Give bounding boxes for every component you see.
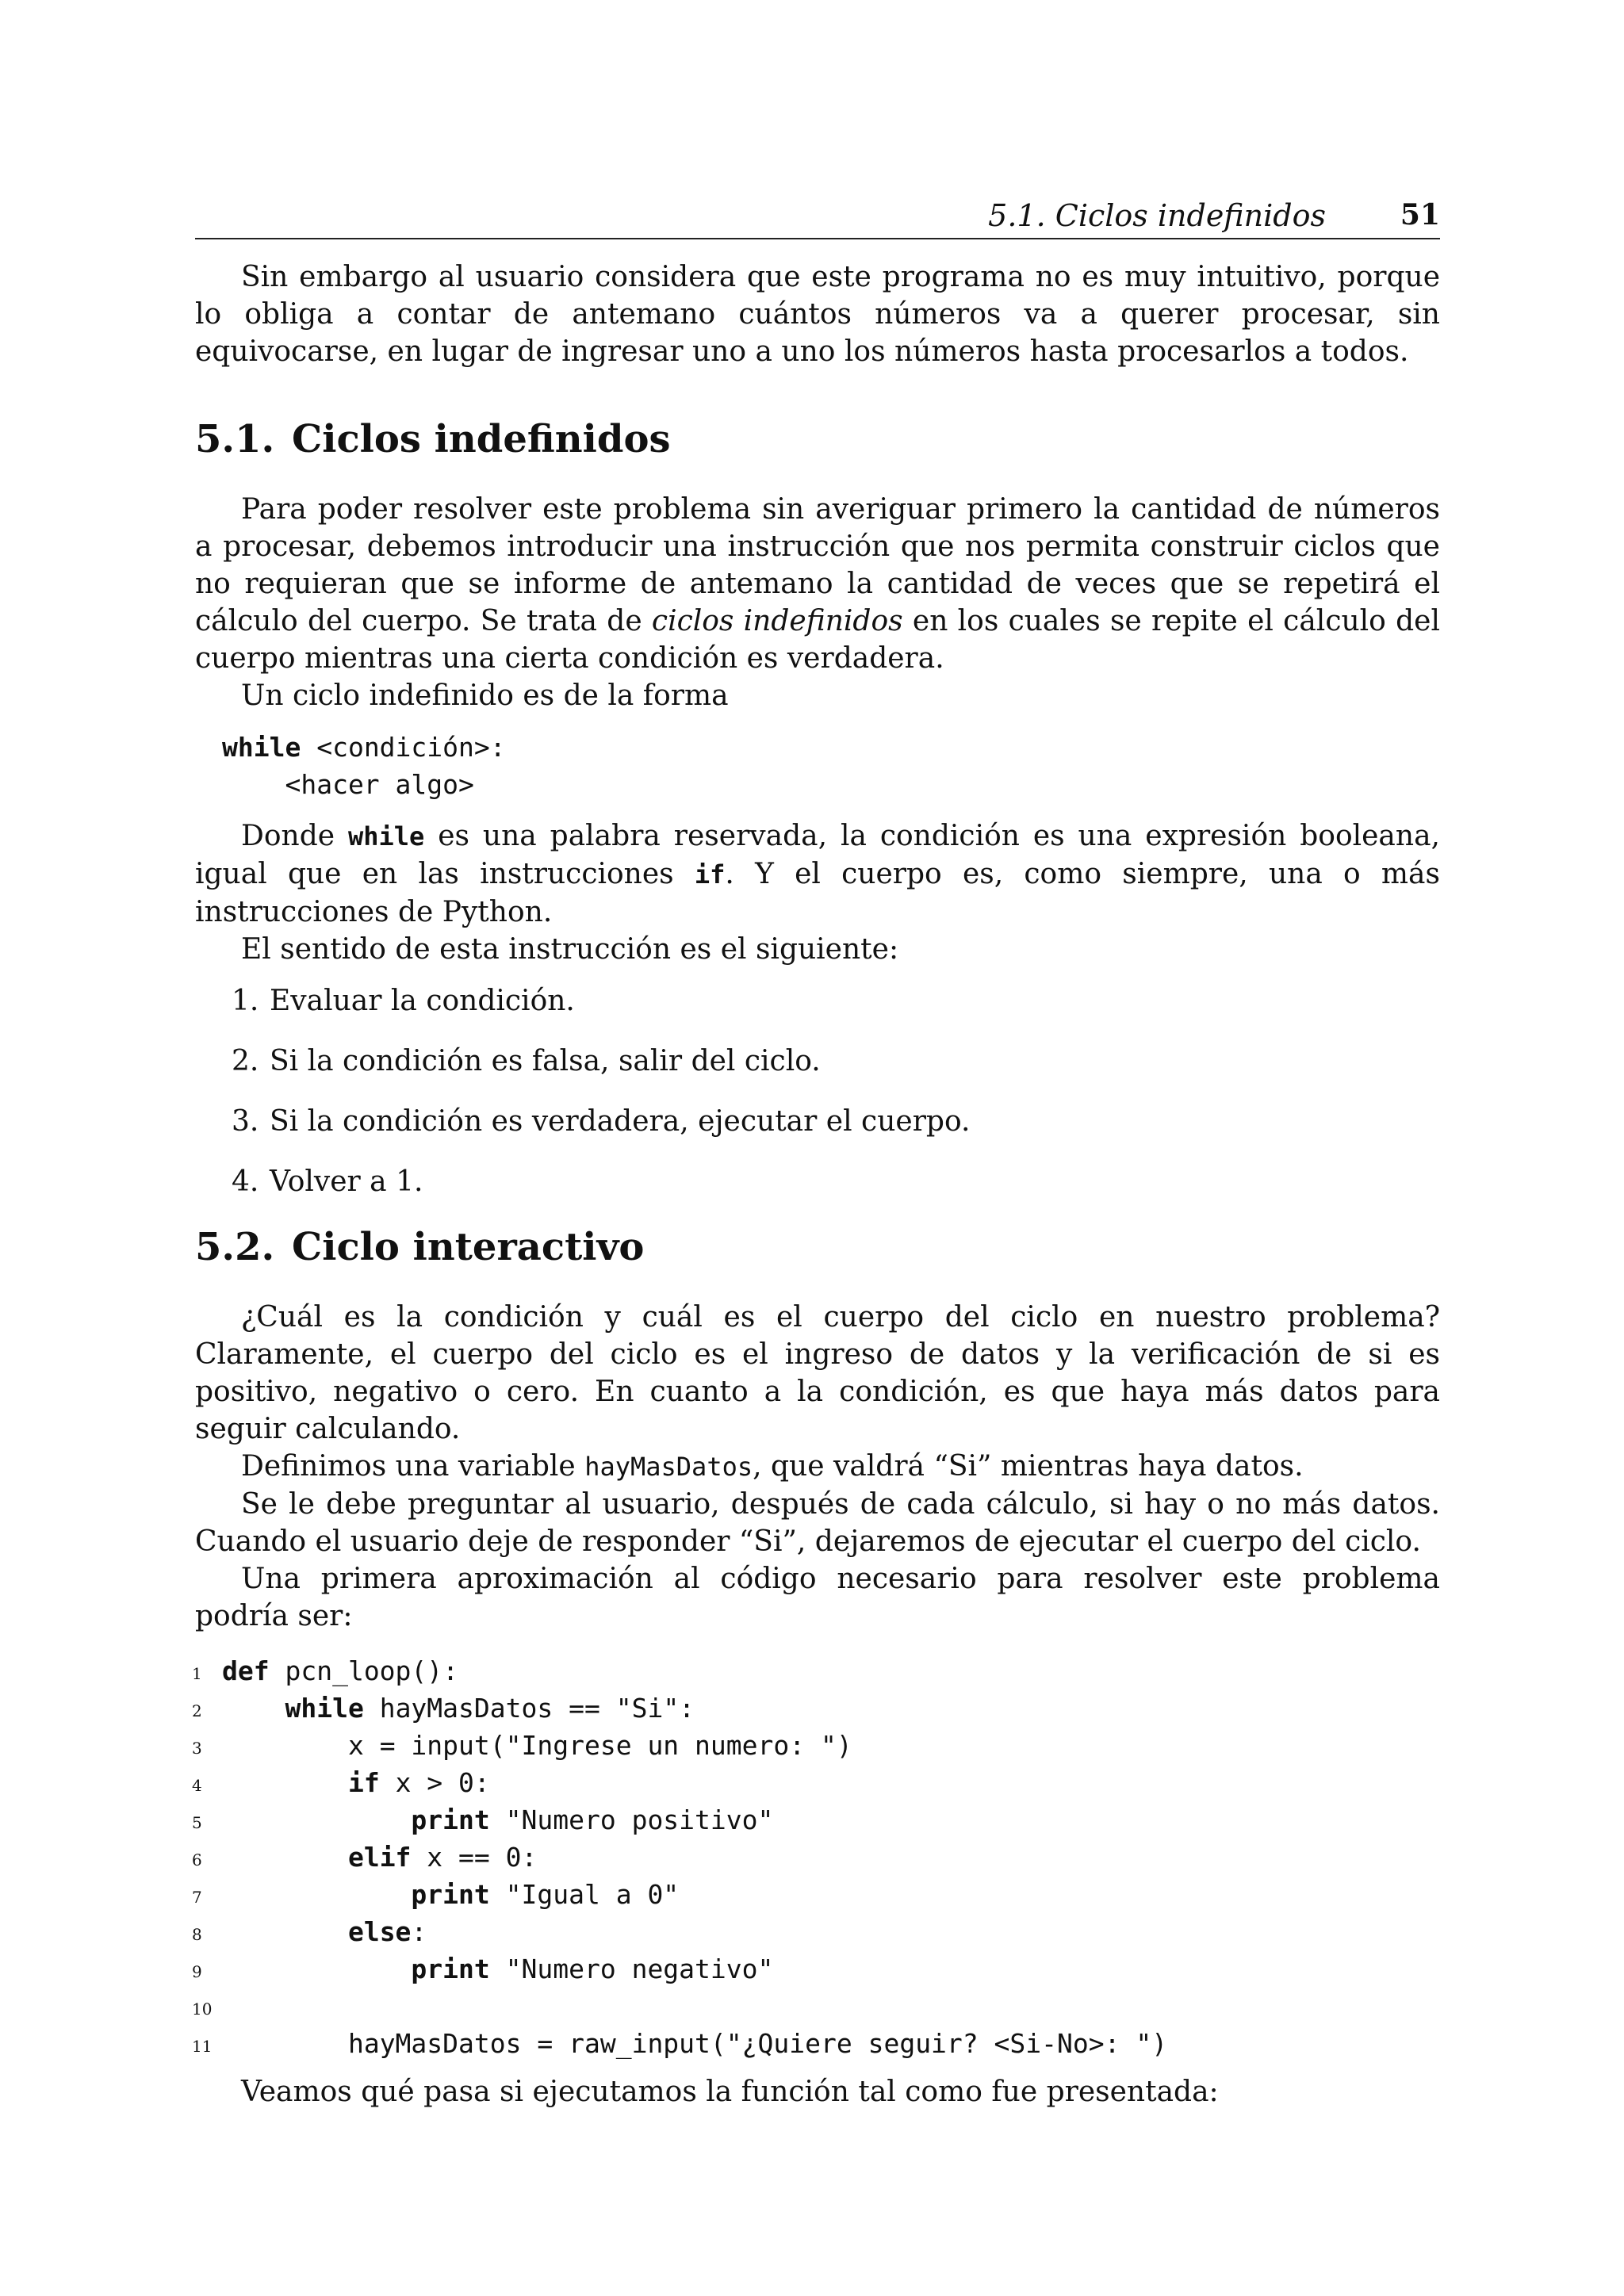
code-listing-line bbox=[192, 1801, 1440, 1839]
section-heading-5-2 bbox=[195, 1224, 1440, 1270]
code-source bbox=[222, 2025, 1167, 2062]
code-indent bbox=[222, 2028, 348, 2059]
code-indent bbox=[222, 1879, 411, 1910]
list-marker: 2. bbox=[232, 1045, 259, 1077]
code-text: <condición>: bbox=[301, 732, 506, 763]
list-text: Evaluar la condición. bbox=[270, 985, 575, 1017]
header-section-title: 5.1. Ciclos indefinidos bbox=[988, 198, 1326, 233]
code-keyword: else bbox=[347, 1916, 412, 1947]
code-keyword: if bbox=[347, 1767, 380, 1798]
section-number: 5.2. bbox=[195, 1225, 275, 1269]
code-listing-line bbox=[192, 1689, 1440, 1727]
code-line: <hacer algo> bbox=[222, 769, 474, 800]
paragraph: El sentido de esta instrucción es el siguiente: bbox=[241, 933, 899, 966]
code-source bbox=[222, 1652, 458, 1689]
code-source bbox=[222, 1876, 679, 1913]
line-number: 2 bbox=[192, 1701, 202, 1720]
list-item bbox=[195, 1043, 1440, 1080]
code-text: "Numero positivo" bbox=[489, 1804, 774, 1835]
line-number: 5 bbox=[192, 1813, 202, 1832]
code-text: "Igual a 0" bbox=[489, 1879, 680, 1910]
list-item bbox=[195, 1103, 1440, 1140]
code-indent bbox=[222, 1954, 411, 1984]
code-source bbox=[222, 1950, 773, 1988]
code-keyword: print bbox=[411, 1954, 490, 1984]
list-text: Si la condición es falsa, salir del ciclo. bbox=[270, 1045, 821, 1077]
line-number: 6 bbox=[192, 1850, 202, 1869]
code-keyword: while bbox=[285, 1693, 364, 1724]
code-source bbox=[222, 1801, 773, 1839]
code-source bbox=[222, 1839, 537, 1876]
list-text: Si la condición es verdadera, ejecutar el cuerpo. bbox=[270, 1105, 971, 1138]
text-run: , que valdrá “Si” mientras haya datos. bbox=[753, 1450, 1304, 1483]
code-text: x = input("Ingrese un numero: ") bbox=[347, 1730, 852, 1761]
paragraph: Una primera aproximación al código necesario para resolver este problema podría ser: bbox=[195, 1563, 1440, 1632]
inline-code: if bbox=[694, 859, 726, 890]
code-line bbox=[222, 729, 1440, 766]
list-item bbox=[195, 1163, 1440, 1200]
text-run: en los cuales se repite el cálculo del cuerpo mientras una cierta condición es verdadera. bbox=[195, 605, 1440, 675]
code-keyword: while bbox=[222, 732, 301, 763]
list-marker: 4. bbox=[232, 1165, 259, 1198]
code-listing-line bbox=[192, 1652, 1440, 1689]
while-syntax-code-block bbox=[222, 729, 1440, 803]
line-number: 7 bbox=[192, 1888, 202, 1907]
code-text: x == 0: bbox=[411, 1842, 538, 1873]
line-number: 3 bbox=[192, 1739, 202, 1758]
code-listing-line bbox=[192, 1839, 1440, 1876]
code-listing-line bbox=[192, 1876, 1440, 1913]
inline-code: hayMasDatos bbox=[584, 1452, 753, 1482]
paragraph: Se le debe preguntar al usuario, después de cada cálculo, si hay o no más datos. Cuando el usuario deje de responder “Si”, dejaremos de ejecutar el cuerpo del ciclo. bbox=[195, 1488, 1440, 1558]
list-marker: 3. bbox=[232, 1105, 259, 1138]
code-text: hayMasDatos == "Si": bbox=[363, 1693, 695, 1724]
section-number: 5.1. bbox=[195, 417, 275, 461]
code-source bbox=[222, 1689, 695, 1727]
line-number: 4 bbox=[192, 1776, 202, 1795]
text-run: Donde bbox=[241, 820, 348, 852]
code-indent bbox=[222, 1767, 348, 1798]
line-number: 11 bbox=[192, 2037, 213, 2056]
code-text: hayMasDatos = raw_input("¿Quiere seguir? <Si-No>: ") bbox=[347, 2028, 1168, 2059]
code-keyword: print bbox=[411, 1804, 490, 1835]
list-marker: 1. bbox=[232, 985, 259, 1017]
list-text: Volver a 1. bbox=[270, 1165, 423, 1198]
paragraph: Veamos qué pasa si ejecutamos la función tal como fue presentada: bbox=[241, 2076, 1219, 2108]
code-text: : bbox=[411, 1916, 427, 1947]
line-number: 9 bbox=[192, 1962, 202, 1981]
code-listing-line bbox=[192, 1950, 1440, 1988]
code-listing-line bbox=[192, 1988, 1440, 2025]
code-indent bbox=[222, 1730, 348, 1761]
code-source bbox=[222, 1913, 427, 1950]
code-indent bbox=[222, 1842, 348, 1873]
code-listing-line bbox=[192, 1913, 1440, 1950]
code-text: pcn_loop(): bbox=[269, 1655, 459, 1686]
code-listing-line bbox=[192, 1727, 1440, 1764]
code-listing-line bbox=[192, 1764, 1440, 1801]
code-listing-line bbox=[192, 2025, 1440, 2062]
text-run: Definimos una variable bbox=[241, 1450, 585, 1483]
code-keyword: print bbox=[411, 1879, 490, 1910]
text-run: Para poder resolver este problema sin averiguar primero la cantidad de números a procesar, debemos introducir una instrucción que nos permita construir ciclos que no requieran que se informe de antemano la cantidad de veces que se repetirá el cálculo del cuerpo. Se trata de bbox=[195, 493, 1440, 637]
text-run: . Y el cuerpo es, como siempre, una o más instrucciones de Python. bbox=[195, 858, 1440, 928]
running-header bbox=[195, 198, 1440, 239]
intro-paragraph: Sin embargo al usuario considera que este programa no es muy intuitivo, porque lo obliga a contar de antemano cuántos números va a querer procesar, sin equivocarse, en lugar de ingresar uno a uno los números hasta procesarlos a todos. bbox=[195, 261, 1440, 368]
paragraph: Un ciclo indefinido es de la forma bbox=[241, 679, 729, 712]
page-body bbox=[192, 258, 1440, 2110]
page-number: 51 bbox=[1400, 198, 1440, 232]
section-title: Ciclos indefinidos bbox=[292, 417, 671, 461]
code-indent bbox=[222, 1804, 411, 1835]
paragraph bbox=[195, 1448, 1440, 1486]
paragraph: ¿Cuál es la condición y cuál es el cuerpo del ciclo en nuestro problema? Claramente, el cuerpo del ciclo es el ingreso de datos y la verificación de si es positivo, negativo o cero. En cuanto a la condición, es que haya más datos para seguir calculando. bbox=[195, 1301, 1440, 1445]
line-number: 1 bbox=[192, 1664, 202, 1683]
code-listing bbox=[192, 1652, 1440, 2062]
list-item bbox=[195, 982, 1440, 1020]
paragraph bbox=[195, 817, 1440, 931]
line-number: 8 bbox=[192, 1925, 202, 1944]
code-source bbox=[222, 1727, 852, 1764]
inline-code: while bbox=[347, 821, 425, 851]
text-run: es una palabra reservada, la condición es una expresión booleana, igual que en las instrucciones bbox=[195, 820, 1440, 890]
line-number: 10 bbox=[192, 1999, 213, 2019]
code-text: x > 0: bbox=[379, 1767, 490, 1798]
steps-list bbox=[195, 982, 1440, 1200]
emphasis: ciclos indefinidos bbox=[651, 605, 903, 637]
code-source bbox=[222, 1764, 490, 1801]
code-indent bbox=[222, 1693, 285, 1724]
section-heading-5-1 bbox=[195, 416, 1440, 462]
code-text: "Numero negativo" bbox=[489, 1954, 774, 1984]
code-keyword: elif bbox=[347, 1842, 412, 1873]
section-title: Ciclo interactivo bbox=[292, 1225, 645, 1269]
code-keyword: def bbox=[222, 1655, 270, 1686]
paragraph bbox=[195, 491, 1440, 677]
code-indent bbox=[222, 1916, 348, 1947]
